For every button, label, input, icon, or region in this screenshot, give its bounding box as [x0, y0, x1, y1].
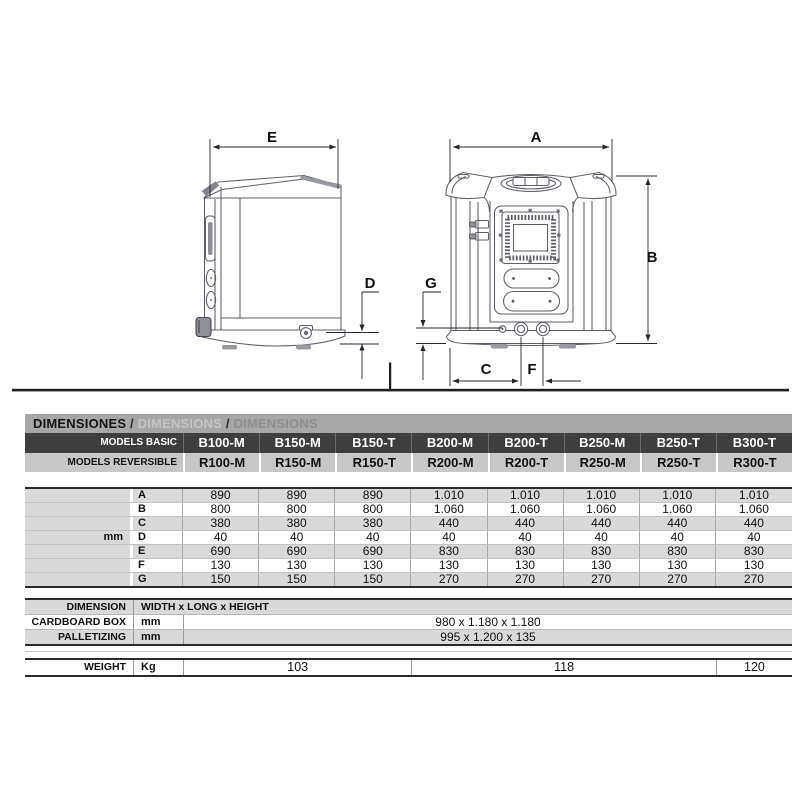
dim-value: 40	[335, 531, 411, 544]
dim-value: 380	[183, 517, 259, 530]
unit-cell	[25, 559, 133, 572]
dim-value: 130	[716, 559, 792, 572]
front-view-drawing	[446, 173, 616, 349]
dim-value: 690	[259, 545, 335, 558]
table-title-bar	[25, 414, 792, 433]
model-basic: B100-M	[183, 433, 259, 453]
dim-value: 690	[335, 545, 411, 558]
weight-value: 120	[716, 660, 792, 675]
dim-letter: D	[133, 531, 183, 544]
divider-line	[25, 651, 792, 652]
dim-letter: B	[133, 503, 183, 516]
title-es: DIMENSIONES	[33, 416, 127, 431]
dim-value: 270	[640, 573, 716, 586]
dim-value: 40	[259, 531, 335, 544]
dim-value: 890	[259, 489, 335, 502]
weight-section	[25, 658, 792, 677]
dim-value: 150	[335, 573, 411, 586]
dim-row-d	[25, 531, 792, 545]
models-reversible-label: MODELS REVERSIBLE	[67, 457, 177, 468]
dim-value: 830	[640, 545, 716, 558]
model-basic: B150-T	[335, 433, 411, 453]
dim-value: 380	[335, 517, 411, 530]
dim-label-d: D	[364, 275, 376, 292]
dim-value: 1.010	[488, 489, 564, 502]
dimension-header-value: WIDTH x LONG x HEIGHT	[133, 600, 792, 614]
dim-value: 440	[564, 517, 640, 530]
dim-label-c: C	[480, 361, 492, 378]
dim-value: 830	[716, 545, 792, 558]
cardboard-box-label: CARDBOARD BOX	[31, 616, 126, 628]
model-reversible: R200-T	[488, 453, 564, 472]
dim-letter: E	[133, 545, 183, 558]
dim-value: 40	[488, 531, 564, 544]
dim-value: 40	[716, 531, 792, 544]
dim-letter: F	[133, 559, 183, 572]
dim-value: 270	[411, 573, 487, 586]
dim-row-b	[25, 503, 792, 517]
dim-label-e: E	[266, 129, 278, 146]
dim-value: 130	[183, 559, 259, 572]
unit-cell	[25, 489, 133, 502]
dim-value: 800	[259, 503, 335, 516]
dim-value: 440	[716, 517, 792, 530]
dim-value: 1.010	[411, 489, 487, 502]
dim-value: 1.060	[640, 503, 716, 516]
palletizing-row	[25, 630, 792, 644]
dim-value: 1.010	[716, 489, 792, 502]
model-basic: B200-M	[411, 433, 487, 453]
model-basic: B250-T	[640, 433, 716, 453]
unit-cell	[25, 545, 133, 558]
cardboard-box-row	[25, 615, 792, 630]
title-sep1: /	[130, 416, 134, 431]
unit-cell: mm	[25, 531, 133, 544]
dim-row-g	[25, 573, 792, 586]
packaging-section	[25, 598, 792, 646]
dim-value: 1.060	[411, 503, 487, 516]
title-en: DIMENSIONS	[137, 416, 222, 431]
weight-value: 103	[183, 660, 411, 675]
title-sep2: /	[225, 416, 230, 431]
dim-value: 830	[411, 545, 487, 558]
model-reversible: R150-T	[335, 453, 411, 472]
dim-label-f: F	[527, 361, 537, 378]
weight-label: WEIGHT	[84, 661, 126, 673]
model-reversible: R250-T	[640, 453, 716, 472]
dim-value: 1.060	[564, 503, 640, 516]
dim-row-e	[25, 545, 792, 559]
dim-value: 440	[411, 517, 487, 530]
dim-value: 270	[716, 573, 792, 586]
unit-cell	[25, 573, 133, 586]
dim-value: 1.010	[564, 489, 640, 502]
dim-value: 1.060	[716, 503, 792, 516]
dim-value: 830	[488, 545, 564, 558]
dim-value: 130	[564, 559, 640, 572]
dim-value: 130	[488, 559, 564, 572]
palletizing-label: PALLETIZING	[57, 631, 126, 643]
dim-letter: G	[133, 573, 183, 586]
weight-row	[25, 660, 792, 675]
dim-value: 130	[259, 559, 335, 572]
model-basic: B300-T	[716, 433, 792, 453]
dimensions-grid	[25, 487, 792, 588]
model-reversible: R250-M	[564, 453, 640, 472]
dim-value: 40	[564, 531, 640, 544]
dim-value: 40	[411, 531, 487, 544]
dimensions-table	[25, 414, 792, 677]
models-reversible-row	[25, 453, 792, 472]
dim-value: 690	[183, 545, 259, 558]
palletizing-unit: mm	[133, 630, 183, 644]
ground-line	[12, 389, 789, 392]
dim-value: 800	[335, 503, 411, 516]
dim-value: 890	[335, 489, 411, 502]
dim-row-c	[25, 517, 792, 531]
dim-value: 380	[259, 517, 335, 530]
dim-value: 800	[183, 503, 259, 516]
dim-label-g: G	[425, 275, 437, 292]
dim-value: 890	[183, 489, 259, 502]
model-reversible: R200-M	[411, 453, 487, 472]
model-basic: B150-M	[259, 433, 335, 453]
model-basic: B250-M	[564, 433, 640, 453]
dim-row-a	[25, 489, 792, 503]
dim-label-a: A	[530, 129, 542, 146]
dim-value: 270	[564, 573, 640, 586]
palletizing-value: 995 x 1.200 x 135	[183, 630, 792, 644]
title-fr: DIMENSIONS	[233, 416, 318, 431]
dim-value: 440	[488, 517, 564, 530]
dim-letter: A	[133, 489, 183, 502]
dimension-label: DIMENSION	[66, 601, 126, 613]
unit-cell	[25, 517, 133, 530]
dim-label-b: B	[646, 249, 658, 266]
dim-value: 1.060	[488, 503, 564, 516]
dim-row-f	[25, 559, 792, 573]
packaging-header-row	[25, 600, 792, 615]
dim-value: 130	[640, 559, 716, 572]
dim-value: 270	[488, 573, 564, 586]
cardboard-box-unit: mm	[133, 615, 183, 629]
model-reversible: R150-M	[259, 453, 335, 472]
dim-letter: C	[133, 517, 183, 530]
dim-value: 40	[640, 531, 716, 544]
models-basic-label: MODELS BASIC	[100, 437, 177, 448]
cardboard-box-value: 980 x 1.180 x 1.180	[183, 615, 792, 629]
dim-value: 440	[640, 517, 716, 530]
weight-unit: Kg	[133, 660, 183, 675]
weight-value: 118	[411, 660, 716, 675]
dim-value: 1.010	[640, 489, 716, 502]
model-reversible: R300-T	[716, 453, 792, 472]
dim-value: 150	[259, 573, 335, 586]
model-reversible: R100-M	[183, 453, 259, 472]
dim-value: 40	[183, 531, 259, 544]
dim-value: 130	[411, 559, 487, 572]
dim-value: 150	[183, 573, 259, 586]
side-view-drawing	[196, 176, 345, 350]
center-divider-line	[389, 363, 391, 390]
dim-value: 130	[335, 559, 411, 572]
dim-value: 830	[564, 545, 640, 558]
unit-cell	[25, 503, 133, 516]
models-basic-row	[25, 433, 792, 453]
model-basic: B200-T	[488, 433, 564, 453]
